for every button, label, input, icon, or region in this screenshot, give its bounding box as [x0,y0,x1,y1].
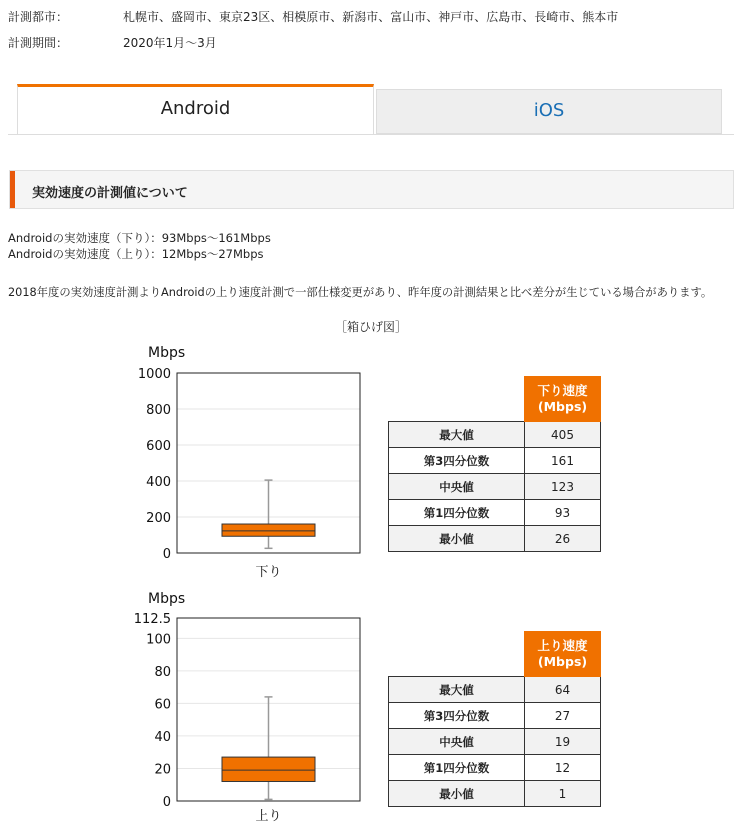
row-value: 93 [525,500,601,526]
table-row [389,677,601,703]
tab-android[interactable]: Android [17,84,374,134]
cities-label: 計測都市： [8,10,69,24]
iqr-box [222,757,315,781]
table-row [389,526,601,552]
row-value: 19 [525,729,601,755]
y-tick-label: 600 [146,439,171,454]
row-label: 第1四分位数 [389,500,525,526]
y-axis-label: Mbps [148,591,186,607]
x-category-label: 下り [255,565,282,580]
up-speed-text: Androidの実効速度（上り）：12Mbps〜27Mbps [8,247,264,261]
period-value: 2020年1月〜3月 [123,36,217,50]
table-row [389,474,601,500]
section-title: 実効速度の計測値について [32,186,188,201]
table-row [389,755,601,781]
y-tick-label: 40 [154,729,171,745]
chart-caption: ［箱ひげ図］ [334,320,407,334]
row-value: 405 [525,422,601,448]
row-label: 最小値 [389,526,525,552]
y-tick-label: 1000 [137,367,171,382]
y-tick-label: 0 [162,547,171,562]
row-label: 最大値 [389,422,525,448]
y-tick-label: 112.5 [133,612,171,627]
row-value: 1 [525,781,601,807]
table-row [389,703,601,729]
down-speed-table [388,376,601,552]
table-row [389,422,601,448]
table-corner [389,632,525,677]
row-label: 第3四分位数 [389,448,525,474]
y-tick-label: 800 [146,403,171,418]
y-tick-label: 100 [146,632,171,648]
spec-change-note: 2018年度の実効速度計測よりAndroidの上り速度計測で一部仕様変更があり、昨年度の計測結果と比べ差分が生じている場合があります。 [8,286,713,299]
up-speed-table [388,631,601,807]
table-header: 下り速度 (Mbps) [525,377,601,422]
row-value: 27 [525,703,601,729]
cities-value: 札幌市、盛岡市、東京23区、相模原市、新潟市、富山市、神戸市、広島市、長崎市、熊本市 [123,10,619,24]
period-label: 計測期間： [8,36,69,50]
table-row [389,448,601,474]
row-label: 最大値 [389,677,525,703]
row-label: 中央値 [389,729,525,755]
row-label: 中央値 [389,474,525,500]
row-value: 161 [525,448,601,474]
row-label: 第1四分位数 [389,755,525,781]
iqr-box [222,524,315,536]
y-tick-label: 20 [154,762,171,778]
table-row [389,729,601,755]
down-speed-text: Androidの実効速度（下り）：93Mbps〜161Mbps [8,231,271,245]
y-axis-label: Mbps [148,345,186,361]
table-row [389,500,601,526]
row-value: 26 [525,526,601,552]
table-header: 上り速度 (Mbps) [525,632,601,677]
y-tick-label: 60 [154,697,171,713]
row-value: 123 [525,474,601,500]
y-tick-label: 200 [146,511,171,526]
table-corner [389,377,525,422]
row-value: 12 [525,755,601,781]
row-label: 最小値 [389,781,525,807]
y-tick-label: 0 [162,795,171,810]
table-row [389,781,601,807]
row-label: 第3四分位数 [389,703,525,729]
y-tick-label: 80 [154,664,171,680]
row-value: 64 [525,677,601,703]
x-category-label: 上り [255,809,282,824]
tab-ios[interactable]: iOS [376,89,722,134]
y-tick-label: 400 [146,475,171,490]
